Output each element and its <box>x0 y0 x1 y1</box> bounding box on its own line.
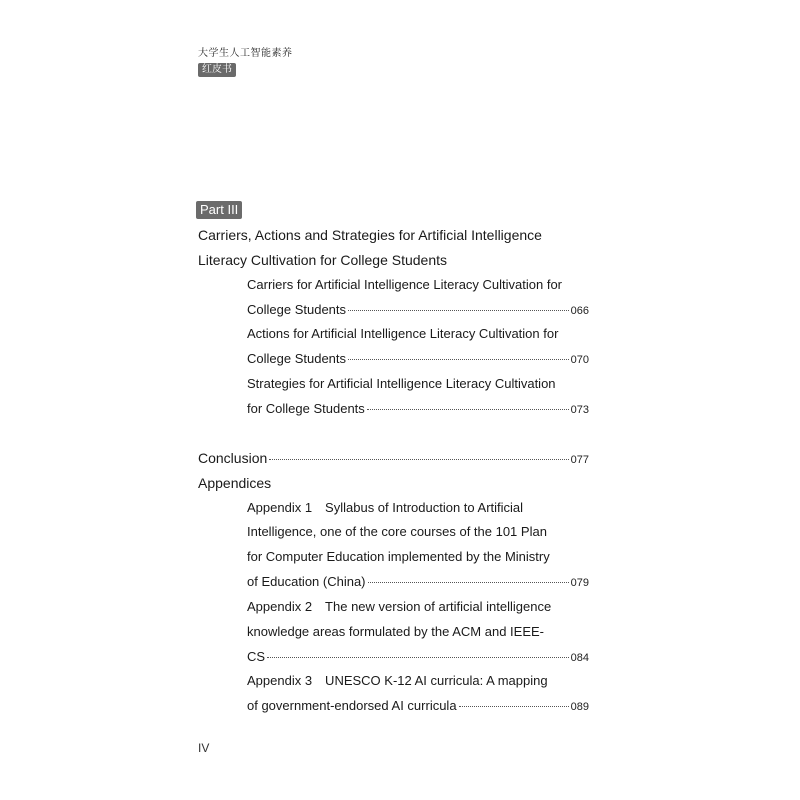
dot-leader <box>348 309 569 311</box>
toc-entry-actions-line1[interactable]: Actions for Artificial Intelligence Literacy Cultivation for <box>247 326 559 341</box>
page-number: 073 <box>570 404 589 416</box>
appendix-2-last-line[interactable] <box>247 649 589 666</box>
dot-leader <box>367 408 569 410</box>
toc-entry-carriers-line1[interactable]: Carriers for Artificial Intelligence Literacy Cultivation for <box>247 277 563 292</box>
toc-entry-text: for College Students <box>247 401 365 416</box>
dot-leader <box>269 458 568 460</box>
toc-entry-actions-line2[interactable] <box>247 351 589 368</box>
appendix-1-line2[interactable]: Intelligence, one of the core courses of the 101 Plan <box>247 524 547 539</box>
appendix-3-line1[interactable]: Appendix 3 UNESCO K-12 AI curricula: A mapping <box>247 673 548 688</box>
toc-entry-conclusion[interactable] <box>198 450 589 468</box>
toc-entry-text: College Students <box>247 302 347 317</box>
dot-leader <box>459 705 569 707</box>
appendix-2-line2[interactable]: knowledge areas formulated by the ACM and IEEE- <box>247 624 544 639</box>
appendix-1-last-line[interactable] <box>247 574 589 591</box>
series-badge: 红皮书 <box>198 63 236 77</box>
running-head <box>198 44 293 77</box>
page-number: 077 <box>570 454 589 466</box>
part-title-line2: Literacy Cultivation for College Students <box>198 252 448 268</box>
dot-leader <box>348 358 569 360</box>
book-title: 大学生人工智能素养 <box>198 48 293 59</box>
page-number: 089 <box>570 701 589 713</box>
part-label: Part III <box>196 201 242 219</box>
appendices-heading: Appendices <box>198 475 272 491</box>
toc-entry-text: of Education (China) <box>247 574 366 589</box>
part-title-line1: Carriers, Actions and Strategies for Artificial Intelligence <box>198 227 542 243</box>
toc-entry-strategies-line1[interactable]: Strategies for Artificial Intelligence Literacy Cultivation <box>247 376 556 391</box>
appendix-2-line1[interactable]: Appendix 2 The new version of artificial intelligence <box>247 599 552 614</box>
toc-entry-strategies-line2[interactable] <box>247 401 589 418</box>
dot-leader <box>368 581 569 583</box>
toc-entry-text: CS <box>247 649 266 664</box>
page-number: 070 <box>570 354 589 366</box>
toc-entry-text: of government-endorsed AI curricula <box>247 698 457 713</box>
page-folio: IV <box>198 741 210 755</box>
page-number: 079 <box>570 577 589 589</box>
appendix-3-last-line[interactable] <box>247 698 589 715</box>
page-number: 084 <box>570 652 589 664</box>
page-number: 066 <box>570 305 589 317</box>
toc-entry-text: Conclusion <box>198 450 268 466</box>
appendix-1-line1[interactable]: Appendix 1 Syllabus of Introduction to Artificial <box>247 500 524 515</box>
appendix-1-line3[interactable]: for Computer Education implemented by the Ministry <box>247 549 550 564</box>
toc-entry-carriers-line2[interactable] <box>247 302 589 319</box>
dot-leader <box>267 656 569 658</box>
toc-entry-text: College Students <box>247 351 347 366</box>
